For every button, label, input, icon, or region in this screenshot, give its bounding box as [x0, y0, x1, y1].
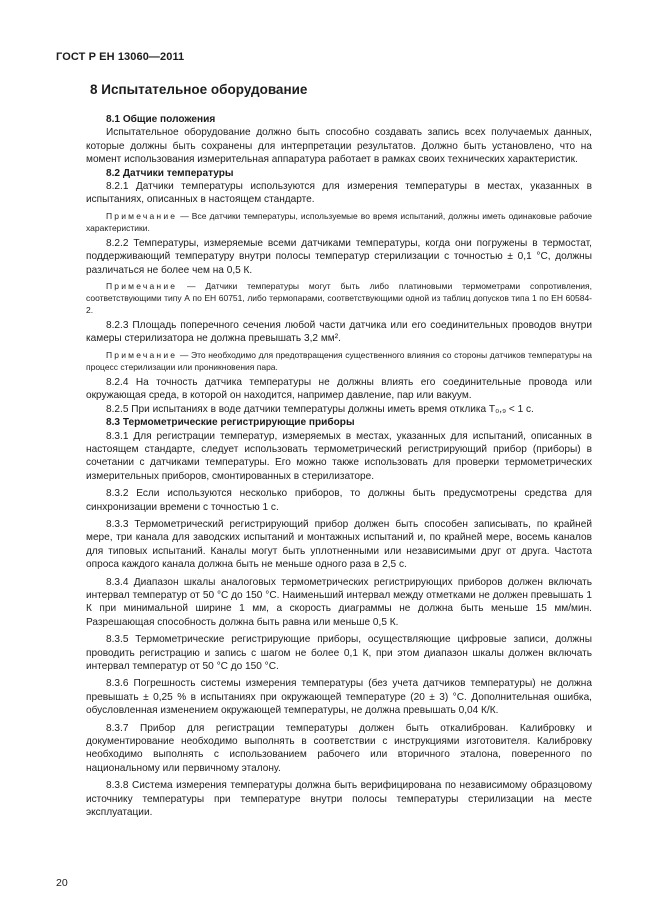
- paragraph-8-2-1: 8.2.1 Датчики температуры используются для измерения температуры в местах, указанных в испытаниях, описанных в настоящем стандарте.: [86, 181, 592, 206]
- paragraph-8-2-5: 8.2.5 При испытаниях в воде датчики температуры должны иметь время отклика T₀,₉ < 1 с.: [106, 403, 534, 415]
- paragraph-8-3-6: 8.3.6 Погрешность системы измерения температуры (без учета датчиков температуры) не должна превышать ± 0,25 % в испытаниях при окружающей температуре (20 ± 3) °С. Дополнительная ошибка, обусловленная изменением окружающей температуры, не должна превышать 0,04 К/К.: [86, 678, 592, 717]
- paragraph-8-3-4: 8.3.4 Диапазон шкалы аналоговых термометрических регистрирующих приборов должен включать интервал температур от 50 °С до 150 °С. Наименьший интервал между отметками не должен превышать 1 К при минимальной ширине 1 мм, а скорость диаграммы не должна быть меньше 15 мм/мин. Разрешающая способность должна быть равна или меньше 0,5 К.: [86, 576, 592, 628]
- paragraph-8-2-4: 8.2.4 На точность датчика температуры не должны влиять его соединительные провода или окружающая среда, в которой он находится, например давление, пар или вакуум.: [86, 376, 592, 402]
- subsection-heading-8-1: 8.1 Общие положения: [106, 114, 216, 125]
- note-text: — Все датчики температуры, используемые во время испытаний, должны иметь одинаковые рабочие характеристики.: [86, 210, 592, 233]
- paragraph-8-2-3: 8.2.3 Площадь поперечного сечения любой части датчика или его соединительных проводов внутри камеры стерилизатора не должна превышать 3,2 мм².: [86, 320, 592, 345]
- note-1: [86, 210, 592, 234]
- note-2: [86, 280, 592, 316]
- note-label: Примечание: [106, 210, 178, 221]
- paragraph-8-3-7: 8.3.7 Прибор для регистрации температуры должен быть откалиброван. Калибровку и документирование необходимо выполнять в соответствии с инструкциями изготовителя. Калибровку необходимо выполнять с использованием рабочего или вторичного эталона, поверенного по национальному или первичному эталону.: [86, 722, 592, 774]
- section-title: 8 Испытательное оборудование: [90, 82, 308, 97]
- subsection-heading-8-3: 8.3 Термометрические регистрирующие приборы: [106, 417, 355, 429]
- paragraph-8-3-2: 8.3.2 Если используются несколько приборов, то должны быть предусмотрены средства для синхронизации времени с точностью 1 с.: [86, 488, 592, 513]
- note-text: — Это необходимо для предотвращения существенного влияния со стороны датчиков температуры на процесс стерилизации или проникновения пара.: [86, 349, 592, 372]
- note-3: [86, 349, 592, 373]
- page-number: 20: [56, 877, 68, 889]
- note-label: Примечание: [106, 349, 178, 360]
- paragraph-8-3-1: 8.3.1 Для регистрации температур, измеряемых в местах, указанных для испытаний, описанных в настоящем стандарте, следует использовать термометрический регистрирующий прибор (приборы) в сочетании с датчиками температуры. Его можно также использовать для проверки термометрических измерительных приборов, смонтированных в стерилизаторе.: [86, 430, 592, 482]
- paragraph-8-2-2: 8.2.2 Температуры, измеряемые всеми датчиками температуры, когда они погружены в термостат, поддерживающий температуру внутри полосы температур стерилизации с точностью ± 0,1 °С, должны различаться не более чем на 0,5 К.: [86, 237, 592, 276]
- subsection-heading-8-2: 8.2 Датчики температуры: [106, 167, 234, 179]
- body-text: [86, 113, 592, 819]
- standard-header: ГОСТ Р ЕН 13060—2011: [56, 51, 185, 63]
- paragraph-8-3-5: 8.3.5 Термометрические регистрирующие приборы, осуществляющие цифровые записи, должны проводить регистрацию и запись с шагом не более 0,1 К, при этом диапазон шкалы должен включать интервал температур от 50 °С до 150 °С.: [86, 634, 592, 672]
- paragraph-8-1: Испытательное оборудование должно быть способно создавать запись всех получаемых данных, которые должны быть сохранены для интерпретации результатов. Должно быть установлено, что на момент использования измерительная аппаратура работает в рамках своих технических характеристик.: [86, 127, 592, 166]
- note-label: Примечание: [106, 281, 178, 292]
- paragraph-8-3-3: 8.3.3 Термометрический регистрирующий прибор должен быть способен записывать, по крайней мере, три канала для заводских испытаний и монтажных испытаний и, по крайней мере, восемь каналов для типовых испытаний. Каналы могут быть уплотненными или независимыми друг от друга. Частота опроса каждого канала должна быть не меньше одного раза в 2,5 с.: [86, 518, 592, 571]
- note-text: — Датчики температуры могут быть либо платиновыми термометрами сопротивления, соответствующими типу А по ЕН 60751, либо термопарами, соответствующими одной из таблиц допусков типа 1 по ЕН 60584-2.: [86, 281, 592, 316]
- paragraph-8-3-8: 8.3.8 Система измерения температуры должна быть верифицирована по независимому образцовому источнику температуры при температуре внутри полосы температуры стерилизации на месте эксплуатации.: [86, 780, 592, 819]
